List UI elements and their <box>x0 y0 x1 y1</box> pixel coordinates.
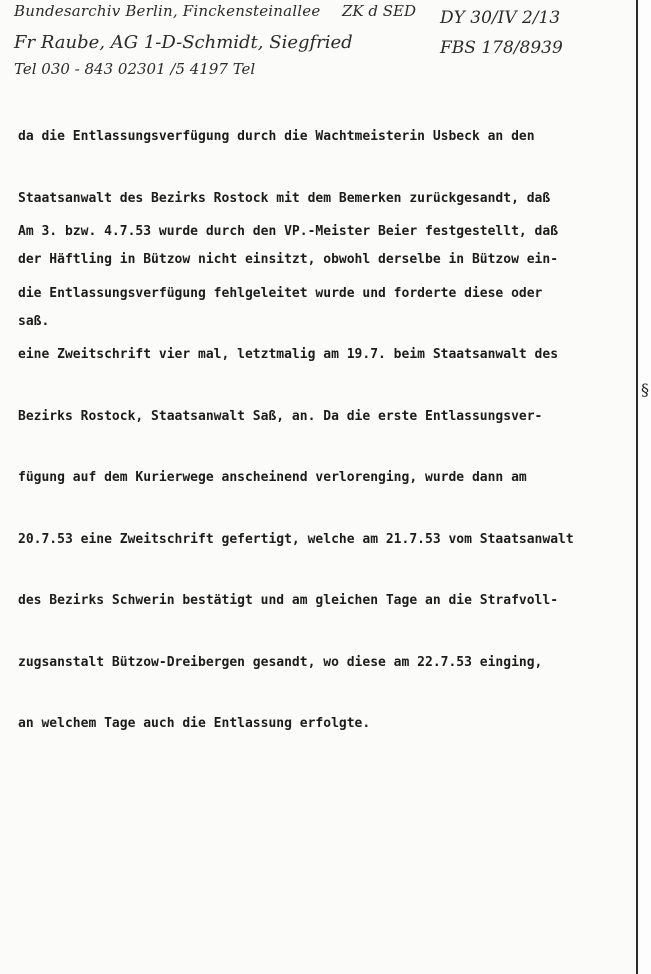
handwritten-signature-dy: DY 30/IV 2/13 <box>440 8 561 28</box>
paragraph-line: 20.7.53 eine Zweitschrift gefertigt, welche am 21.7.53 vom Staatsanwalt <box>18 531 574 547</box>
paragraph-line: Am 3. bzw. 4.7.53 wurde durch den VP.-Meister Beier festgestellt, daß <box>18 224 559 239</box>
paragraph-line: des Bezirks Schwerin bestätigt und am gleichen Tage an die Strafvoll- <box>18 593 559 608</box>
paragraph-line: da die Entlassungsverfügung durch die Wachtmeisterin Usbeck an den <box>18 129 535 144</box>
paragraph-line: zugsanstalt Bützow-Dreibergen gesandt, wo diese am 22.7.53 einging, <box>18 654 543 670</box>
paragraph-line: der Häftling in Bützow nicht einsitzt, obwohl derselbe in Bützow ein- <box>18 252 559 267</box>
handwritten-tel-note: Tel 030 - 843 02301 /5 4197 Tel <box>14 60 256 78</box>
paragraph-line: eine Zweitschrift vier mal, letztmalig am 19.7. beim Staatsanwalt des <box>18 347 559 362</box>
handwritten-fbs-number: FBS 178/8939 <box>440 38 563 58</box>
paragraph-line: saß. <box>18 313 50 329</box>
handwritten-zk-note: ZK d SED <box>342 2 417 20</box>
handwritten-archive-note: Bundesarchiv Berlin, Finckensteinallee <box>14 2 321 20</box>
edge-mark-glyph: § <box>641 380 649 399</box>
scan-margin-strip <box>638 0 651 974</box>
paragraph-line: fügung auf dem Kurierwege anscheinend verlorenging, wurde dann am <box>18 470 527 485</box>
paragraph-line: an welchem Tage auch die Entlassung erfolgte. <box>18 716 371 731</box>
paragraph-line: Bezirks Rostock, Staatsanwalt Saß, an. Da die erste Entlassungsver- <box>18 408 543 424</box>
paragraph-line: Staatsanwalt des Bezirks Rostock mit dem Bemerken zurückgesandt, daß <box>18 190 551 206</box>
handwritten-raube-note: Fr Raube, AG 1-D-Schmidt, Siegfried <box>14 32 353 53</box>
paragraph-2 <box>18 181 640 776</box>
paragraph-line: die Entlassungsverfügung fehlgeleitet wurde und forderte diese oder <box>18 285 543 301</box>
